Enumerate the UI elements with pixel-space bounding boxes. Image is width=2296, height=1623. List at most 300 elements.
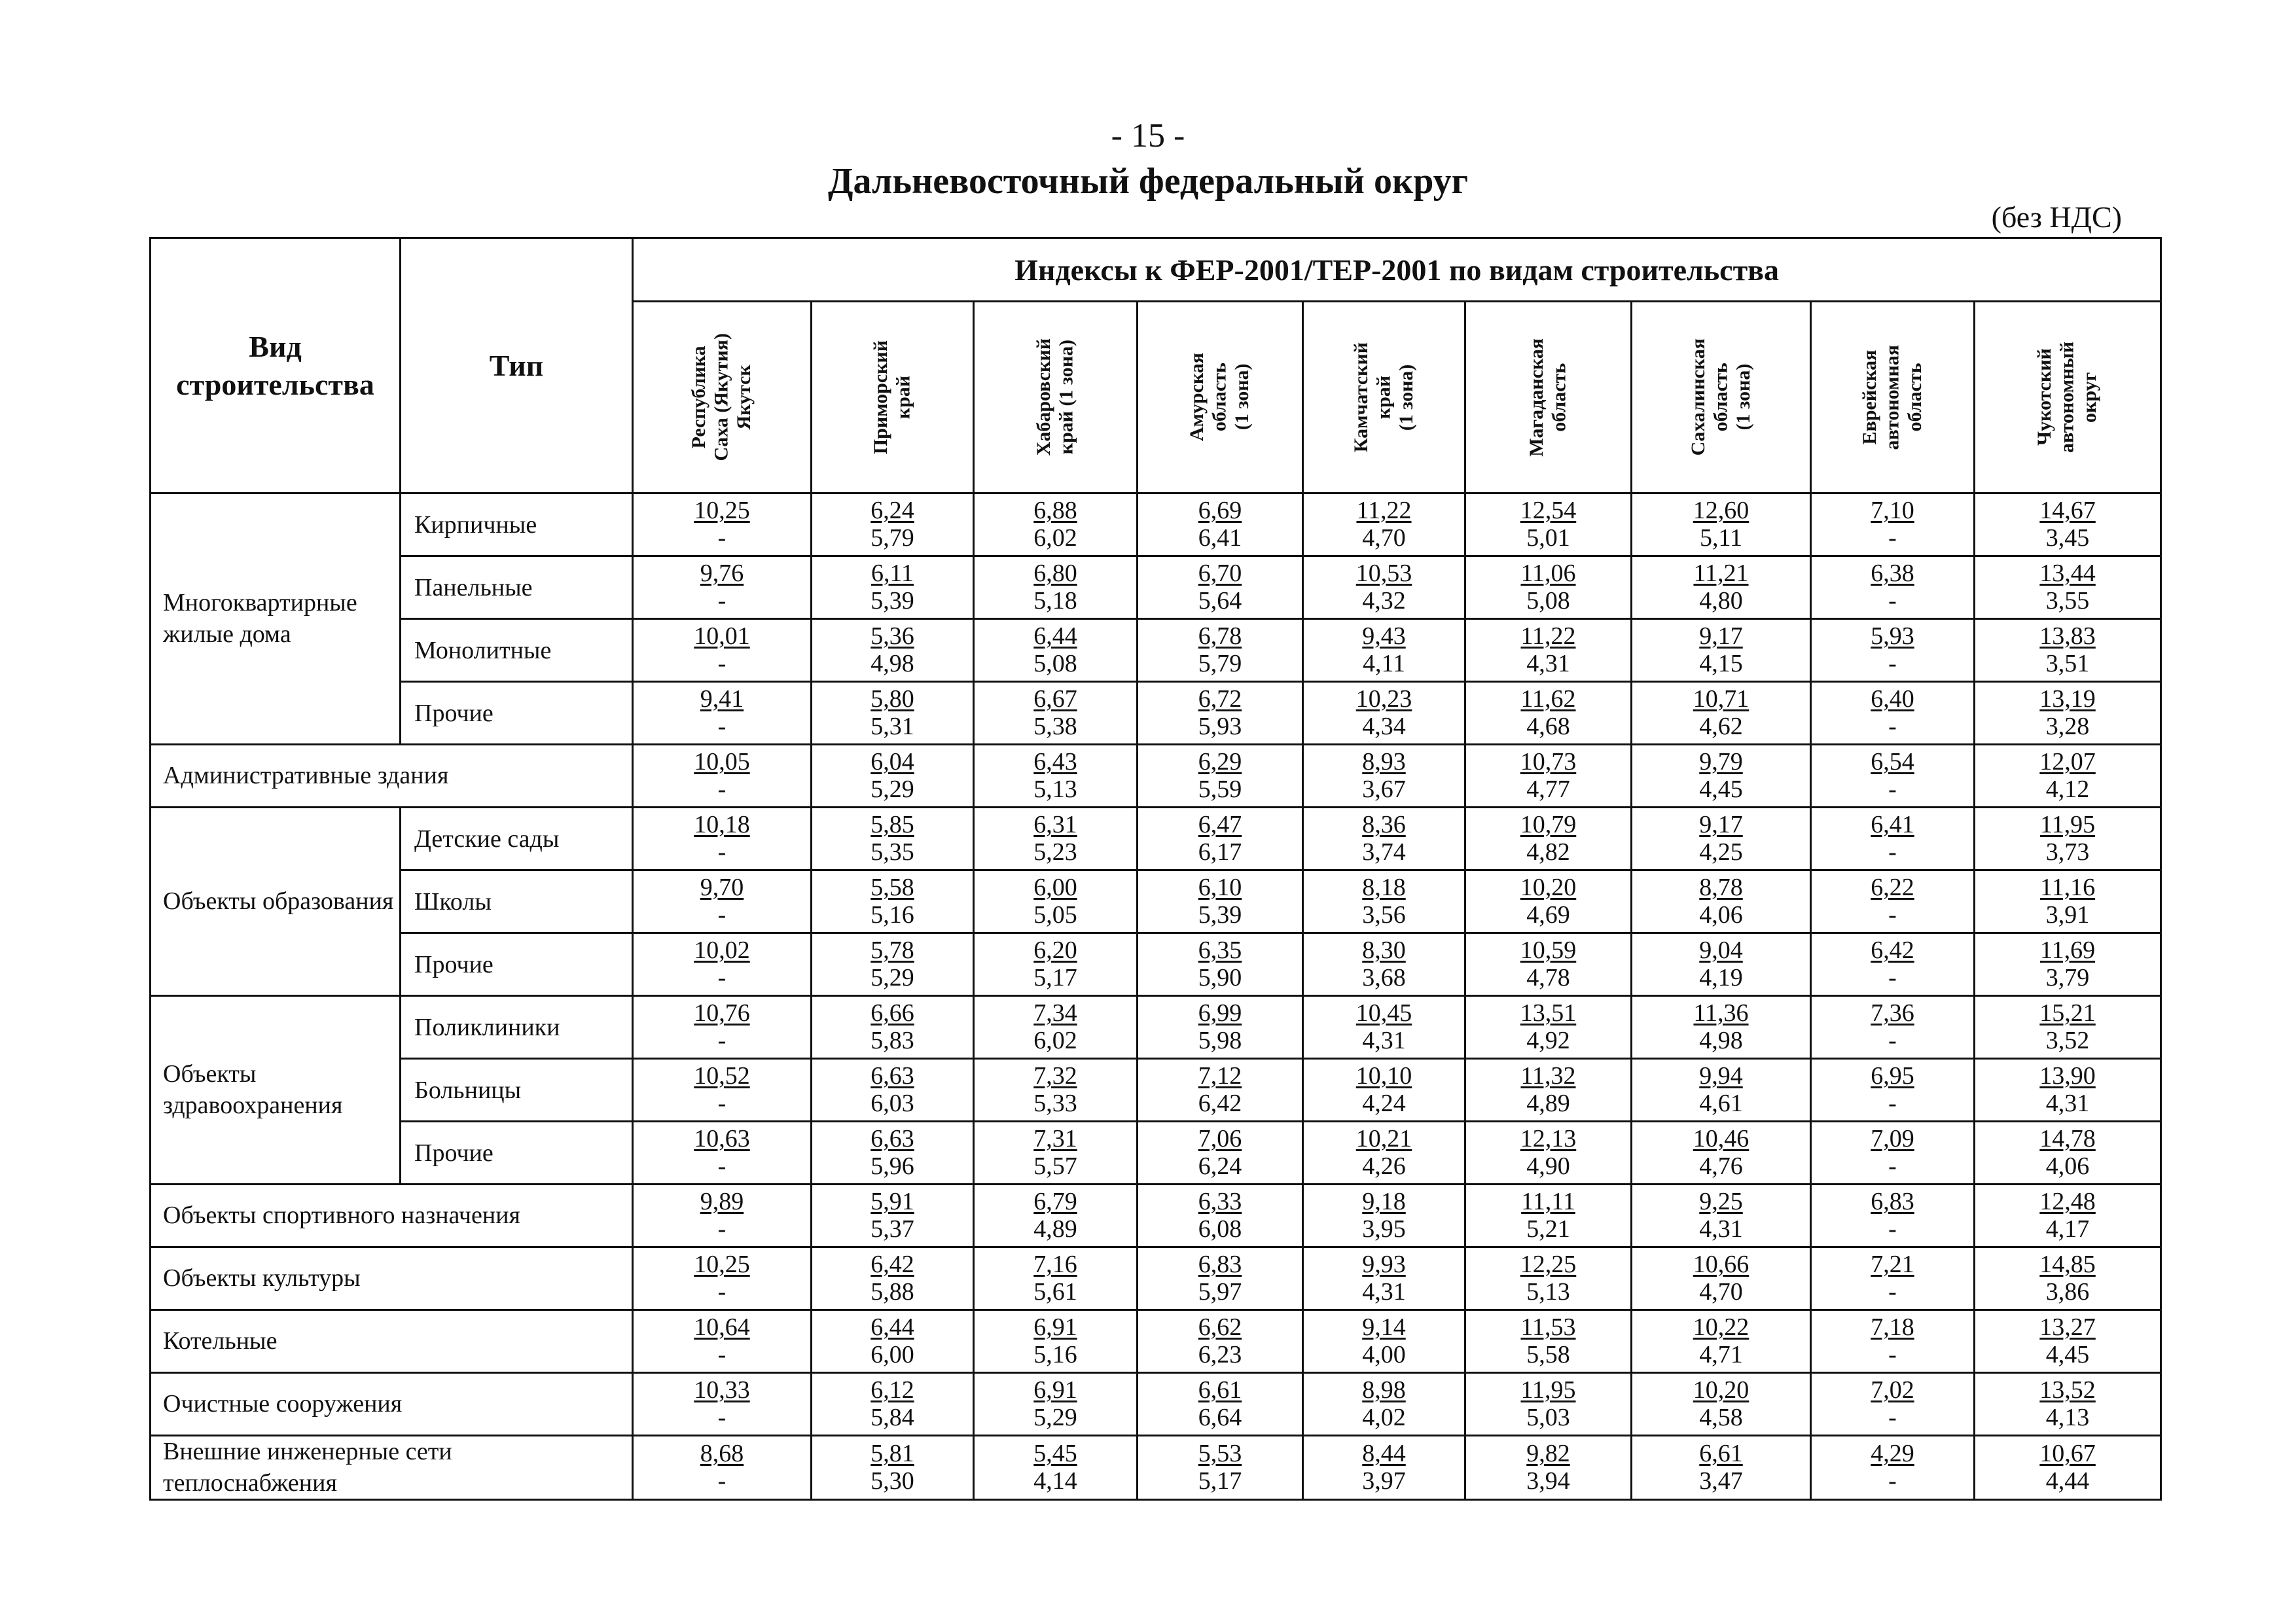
index-value-bottom: 5,16 [1033, 1340, 1077, 1368]
index-cell [1811, 1436, 1975, 1500]
index-value-top: 6,35 [1198, 936, 1242, 964]
construction-type: Школы [401, 870, 633, 933]
index-cell [1811, 1122, 1975, 1185]
index-value-bottom: 4,61 [1699, 1089, 1743, 1117]
index-cell [812, 1310, 974, 1373]
index-cell [1632, 933, 1811, 996]
index-value-bottom: - [1888, 524, 1897, 552]
index-cell [1632, 682, 1811, 745]
table-row [151, 1247, 2161, 1310]
table-row [151, 556, 2161, 619]
index-value-top: 6,20 [1033, 936, 1077, 964]
index-value-bottom: 4,24 [1362, 1089, 1406, 1117]
index-cell [1138, 1310, 1303, 1373]
index-cell [974, 745, 1138, 808]
construction-kind: Объекты культуры [151, 1247, 633, 1310]
index-value-top: 6,42 [1871, 936, 1914, 964]
index-value-bottom: 3,86 [2045, 1277, 2090, 1306]
table-row [151, 870, 2161, 933]
region-header-line: Чукотский [2034, 348, 2056, 446]
index-value-top: 6,99 [1198, 999, 1242, 1027]
index-value-bottom: 5,79 [1198, 649, 1242, 677]
index-value-top: 5,85 [870, 810, 914, 838]
index-cell [812, 1373, 974, 1436]
index-value-bottom: 5,01 [1526, 524, 1570, 552]
index-value-bottom: 3,73 [2045, 838, 2090, 866]
construction-type: Панельные [401, 556, 633, 619]
region-header-line: округ [2079, 372, 2101, 423]
index-value-top: 7,12 [1198, 1061, 1242, 1090]
index-value-bottom: 4,92 [1526, 1026, 1570, 1054]
index-value-top: 6,41 [1871, 810, 1914, 838]
index-value-bottom: 4,00 [1362, 1340, 1406, 1368]
index-cell [812, 1122, 974, 1185]
index-value-bottom: 3,52 [2045, 1026, 2090, 1054]
construction-kind: Котельные [151, 1310, 633, 1373]
region-header-line: Камчатский [1350, 342, 1372, 453]
index-value-bottom: 3,45 [2045, 524, 2090, 552]
index-value-bottom: 3,51 [2045, 649, 2090, 677]
index-value-bottom: 4,11 [1362, 649, 1406, 677]
index-cell [1632, 1059, 1811, 1122]
index-value-bottom: 5,03 [1526, 1403, 1570, 1431]
index-value-top: 10,05 [694, 747, 750, 776]
index-value-top: 10,73 [1520, 747, 1577, 776]
index-value-top: 6,29 [1198, 747, 1242, 776]
index-value-top: 11,22 [1356, 496, 1412, 524]
index-value-top: 6,31 [1033, 810, 1077, 838]
index-value-top: 4,29 [1871, 1439, 1914, 1467]
index-value-top: 6,12 [870, 1376, 914, 1404]
index-cell [1303, 1185, 1465, 1247]
index-value-top: 6,91 [1033, 1313, 1077, 1341]
index-cell [974, 1373, 1138, 1436]
index-cell [1303, 1247, 1465, 1310]
index-value-top: 9,18 [1362, 1187, 1406, 1215]
index-cell [1975, 1185, 2161, 1247]
index-value-top: 13,27 [2039, 1313, 2096, 1341]
index-value-bottom: 5,35 [870, 838, 914, 866]
index-value-top: 14,85 [2039, 1250, 2096, 1278]
index-cell [974, 1059, 1138, 1122]
index-value-top: 6,38 [1871, 559, 1914, 587]
region-header-line: Магаданская [1526, 338, 1547, 457]
index-cell [1138, 556, 1303, 619]
vat-note: (без НДС) [1991, 200, 2122, 234]
header-tip: Тип [401, 238, 633, 493]
index-value-top: 11,95 [2040, 810, 2096, 838]
index-value-bottom: 5,17 [1198, 1467, 1242, 1495]
index-value-top: 6,69 [1198, 496, 1242, 524]
index-cell [812, 870, 974, 933]
index-value-bottom: 4,98 [870, 649, 914, 677]
index-cell [1632, 1373, 1811, 1436]
region-header [1138, 302, 1303, 493]
index-value-bottom: 6,02 [1033, 1026, 1077, 1054]
index-value-bottom: 5,84 [870, 1403, 914, 1431]
index-value-bottom: - [1888, 1403, 1897, 1431]
index-cell [1975, 556, 2161, 619]
table-row [151, 1059, 2161, 1122]
index-value-top: 9,14 [1362, 1313, 1406, 1341]
index-value-top: 13,83 [2039, 622, 2096, 650]
index-value-top: 6,10 [1198, 873, 1242, 901]
index-value-bottom: 5,96 [870, 1152, 914, 1180]
index-cell [1465, 682, 1632, 745]
region-header-line: автономная [1881, 344, 1903, 450]
table-row [151, 1310, 2161, 1373]
region-header-line: край (1 зона) [1055, 340, 1077, 455]
index-value-top: 6,00 [1033, 873, 1077, 901]
index-cell [1303, 619, 1465, 682]
index-value-top: 12,13 [1520, 1124, 1577, 1152]
index-cell [1303, 933, 1465, 996]
region-header-line: область [1208, 363, 1230, 432]
header-group: Индексы к ФЕР-2001/ТЕР-2001 по видам строительства [633, 238, 2161, 302]
index-value-top: 7,16 [1033, 1250, 1077, 1278]
index-value-bottom: 6,02 [1033, 524, 1077, 552]
index-value-top: 9,82 [1526, 1439, 1570, 1467]
index-value-top: 10,18 [694, 810, 750, 838]
index-value-top: 6,63 [870, 1124, 914, 1152]
index-cell [633, 556, 812, 619]
region-header-line: область [1548, 363, 1570, 432]
index-value-top: 6,72 [1198, 685, 1242, 713]
index-value-bottom: 5,29 [870, 775, 914, 803]
index-cell [1975, 1247, 2161, 1310]
index-value-top: 9,43 [1362, 622, 1406, 650]
index-value-top: 7,34 [1033, 999, 1077, 1027]
index-cell [1465, 556, 1632, 619]
index-value-bottom: - [717, 901, 726, 929]
index-value-bottom: 4,76 [1699, 1152, 1743, 1180]
region-header [1465, 302, 1632, 493]
construction-type: Прочие [401, 933, 633, 996]
index-value-bottom: 6,42 [1198, 1089, 1242, 1117]
index-value-bottom: 4,19 [1699, 963, 1743, 991]
index-value-top: 13,51 [1520, 999, 1577, 1027]
index-value-bottom: 5,13 [1526, 1277, 1570, 1306]
index-value-top: 8,78 [1699, 873, 1743, 901]
index-value-bottom: 5,58 [1526, 1340, 1570, 1368]
region-header-line: Хабаровский [1033, 338, 1054, 456]
region-header [633, 302, 812, 493]
index-cell [974, 1310, 1138, 1373]
region-header [1975, 302, 2161, 493]
index-value-top: 10,21 [1355, 1124, 1412, 1152]
index-value-bottom: - [717, 838, 726, 866]
region-header-line: область [1710, 363, 1732, 432]
region-header [812, 302, 974, 493]
index-value-bottom: 4,82 [1526, 838, 1570, 866]
region-header-line: Еврейская [1858, 349, 1880, 445]
index-value-top: 6,83 [1871, 1187, 1914, 1215]
index-cell [1632, 1247, 1811, 1310]
index-cell [1465, 1247, 1632, 1310]
index-cell [633, 1247, 812, 1310]
index-value-top: 6,62 [1198, 1313, 1242, 1341]
index-cell [1975, 493, 2161, 556]
region-header-line: Саха (Якутия) [710, 333, 732, 461]
table-row [151, 996, 2161, 1059]
index-value-top: 9,79 [1699, 747, 1743, 776]
index-value-top: 6,83 [1198, 1250, 1242, 1278]
index-cell [1975, 1436, 2161, 1500]
index-value-top: 10,67 [2039, 1439, 2096, 1467]
index-value-top: 11,95 [1520, 1376, 1576, 1404]
index-cell [633, 1310, 812, 1373]
index-value-top: 6,61 [1699, 1439, 1743, 1467]
index-value-bottom: 4,89 [1526, 1089, 1570, 1117]
index-value-bottom: 5,21 [1526, 1215, 1570, 1243]
index-cell [1975, 808, 2161, 870]
index-value-top: 10,59 [1520, 936, 1577, 964]
index-value-bottom: 4,31 [1362, 1277, 1406, 1306]
index-value-bottom: 5,57 [1033, 1152, 1077, 1180]
index-value-top: 8,30 [1362, 936, 1406, 964]
index-value-bottom: - [717, 1403, 726, 1431]
index-value-bottom: 4,06 [1699, 901, 1743, 929]
index-cell [633, 1122, 812, 1185]
index-cell [974, 1436, 1138, 1500]
index-value-bottom: 4,62 [1699, 712, 1743, 740]
index-cell [1303, 808, 1465, 870]
index-value-bottom: 4,15 [1699, 649, 1743, 677]
index-value-bottom: 4,31 [1699, 1215, 1743, 1243]
index-value-top: 8,44 [1362, 1439, 1406, 1467]
index-value-top: 6,61 [1198, 1376, 1242, 1404]
header-vid: Вид строительства [151, 238, 401, 493]
region-header-line: (1 зона) [1231, 364, 1253, 431]
index-value-top: 12,25 [1520, 1250, 1577, 1278]
index-value-bottom: 4,90 [1526, 1152, 1570, 1180]
index-value-bottom: 4,31 [1362, 1026, 1406, 1054]
index-cell [1811, 556, 1975, 619]
index-value-top: 7,31 [1033, 1124, 1077, 1152]
index-value-top: 10,22 [1693, 1313, 1749, 1341]
index-value-top: 6,66 [870, 999, 914, 1027]
index-cell [633, 619, 812, 682]
index-cell [974, 996, 1138, 1059]
index-value-top: 5,45 [1033, 1439, 1077, 1467]
index-cell [1811, 1059, 1975, 1122]
construction-kind: Объекты образования [151, 808, 401, 996]
index-value-top: 12,54 [1520, 496, 1577, 524]
index-value-bottom: - [717, 1089, 726, 1117]
index-value-top: 10,79 [1520, 810, 1577, 838]
index-cell [1811, 870, 1975, 933]
index-value-top: 8,98 [1362, 1376, 1406, 1404]
region-header [974, 302, 1138, 493]
index-cell [1975, 1059, 2161, 1122]
index-value-bottom: 4,71 [1699, 1340, 1743, 1368]
index-cell [974, 933, 1138, 996]
index-value-top: 10,23 [1355, 685, 1412, 713]
index-cell [1632, 996, 1811, 1059]
index-cell [1465, 619, 1632, 682]
index-cell [1632, 1436, 1811, 1500]
index-value-bottom: 5,05 [1033, 901, 1077, 929]
construction-type: Монолитные [401, 619, 633, 682]
index-cell [1632, 1310, 1811, 1373]
index-value-bottom: - [1888, 1277, 1897, 1306]
index-value-bottom: - [717, 524, 726, 552]
region-header [1811, 302, 1975, 493]
region-header-line: край [892, 375, 914, 419]
index-value-top: 10,33 [694, 1376, 750, 1404]
index-cell [1138, 1059, 1303, 1122]
index-value-top: 10,66 [1693, 1250, 1749, 1278]
index-value-top: 9,70 [700, 873, 744, 901]
index-cell [1975, 1310, 2161, 1373]
table-row [151, 682, 2161, 745]
table-row [151, 808, 2161, 870]
index-value-top: 15,21 [2039, 999, 2096, 1027]
index-value-bottom: - [717, 1215, 726, 1243]
index-value-bottom: 3,47 [1699, 1467, 1743, 1495]
index-cell [1138, 1373, 1303, 1436]
index-cell [1975, 682, 2161, 745]
construction-type: Больницы [401, 1059, 633, 1122]
index-value-top: 7,02 [1871, 1376, 1914, 1404]
index-value-bottom: 5,30 [870, 1467, 914, 1495]
index-cell [1138, 1247, 1303, 1310]
index-value-bottom: 4,89 [1033, 1215, 1077, 1243]
region-header-line: область [1903, 363, 1926, 432]
index-value-top: 9,89 [700, 1187, 744, 1215]
index-value-bottom: 5,37 [870, 1215, 914, 1243]
index-value-bottom: 6,64 [1198, 1403, 1242, 1431]
index-cell [1811, 1247, 1975, 1310]
index-value-top: 6,67 [1033, 685, 1077, 713]
index-cell [633, 933, 812, 996]
index-value-bottom: - [717, 649, 726, 677]
index-value-bottom: 4,32 [1362, 586, 1406, 615]
index-value-top: 6,42 [870, 1250, 914, 1278]
index-value-top: 11,06 [1520, 559, 1576, 587]
construction-kind: Объекты спортивного назначения [151, 1185, 633, 1247]
index-cell [1465, 1436, 1632, 1500]
index-cell [1632, 870, 1811, 933]
construction-kind: Объекты здравоохранения [151, 996, 401, 1185]
index-cell [1465, 1122, 1632, 1185]
index-value-top: 13,90 [2039, 1061, 2096, 1090]
index-value-top: 14,78 [2039, 1124, 2096, 1152]
table-row [151, 933, 2161, 996]
index-value-top: 11,53 [1520, 1313, 1576, 1341]
index-cell [1138, 808, 1303, 870]
index-value-top: 10,20 [1693, 1376, 1749, 1404]
page-title: Дальневосточный федеральный округ [827, 161, 1469, 202]
index-value-bottom: - [1888, 1340, 1897, 1368]
index-cell [633, 870, 812, 933]
index-value-top: 5,53 [1198, 1439, 1242, 1467]
index-value-bottom: - [1888, 712, 1897, 740]
index-cell [1975, 1373, 2161, 1436]
index-cell [812, 808, 974, 870]
index-cell [1465, 1373, 1632, 1436]
index-cell [812, 1059, 974, 1122]
index-cell [1303, 1122, 1465, 1185]
index-cell [1138, 745, 1303, 808]
region-header-line: автономный [2056, 342, 2078, 453]
index-cell [812, 1436, 974, 1500]
index-value-top: 10,25 [694, 1250, 750, 1278]
index-cell [1975, 996, 2161, 1059]
index-value-bottom: 5,97 [1198, 1277, 1242, 1306]
index-cell [1975, 933, 2161, 996]
index-value-bottom: 3,97 [1362, 1467, 1406, 1495]
construction-kind: Административные здания [151, 745, 633, 808]
index-cell [812, 745, 974, 808]
index-value-bottom: 5,39 [870, 586, 914, 615]
index-value-bottom: 5,39 [1198, 901, 1242, 929]
index-value-top: 9,17 [1699, 622, 1743, 650]
index-value-bottom: 4,13 [2045, 1403, 2090, 1431]
index-cell [1811, 493, 1975, 556]
index-value-top: 6,24 [870, 496, 914, 524]
index-value-top: 10,46 [1693, 1124, 1749, 1152]
construction-type: Прочие [401, 1122, 633, 1185]
index-cell [974, 870, 1138, 933]
index-cell [1465, 1185, 1632, 1247]
index-cell [1632, 1122, 1811, 1185]
index-cell [974, 1122, 1138, 1185]
index-value-bottom: - [1888, 586, 1897, 615]
index-value-bottom: 5,23 [1033, 838, 1077, 866]
index-value-top: 6,47 [1198, 810, 1242, 838]
index-value-bottom: 6,41 [1198, 524, 1242, 552]
construction-kind: Внешние инженерные сети теплоснабжения [151, 1436, 633, 1500]
index-value-top: 6,78 [1198, 622, 1242, 650]
index-cell [812, 1185, 974, 1247]
index-value-top: 6,43 [1033, 747, 1077, 776]
index-value-bottom: 5,98 [1198, 1026, 1242, 1054]
index-value-top: 6,33 [1198, 1187, 1242, 1215]
index-cell [1303, 682, 1465, 745]
index-value-bottom: 4,68 [1526, 712, 1570, 740]
index-value-top: 9,76 [700, 559, 744, 587]
index-cell [1811, 1310, 1975, 1373]
index-value-bottom: 5,08 [1526, 586, 1570, 615]
index-value-bottom: 4,70 [1699, 1277, 1743, 1306]
index-cell [1975, 745, 2161, 808]
index-value-bottom: 5,88 [870, 1277, 914, 1306]
index-value-bottom: 5,08 [1033, 649, 1077, 677]
index-value-top: 6,44 [1033, 622, 1077, 650]
index-cell [1632, 493, 1811, 556]
index-value-bottom: 4,78 [1526, 963, 1570, 991]
index-value-bottom: 5,83 [870, 1026, 914, 1054]
index-value-bottom: 4,06 [2045, 1152, 2090, 1180]
construction-kind: Очистные сооружения [151, 1373, 633, 1436]
construction-type: Поликлиники [401, 996, 633, 1059]
table-row [151, 1373, 2161, 1436]
index-value-top: 10,20 [1520, 873, 1577, 901]
index-value-top: 7,36 [1871, 999, 1914, 1027]
index-value-bottom: 5,16 [870, 901, 914, 929]
index-cell [633, 493, 812, 556]
index-value-top: 13,44 [2039, 559, 2096, 587]
index-value-bottom: - [1888, 1467, 1897, 1495]
index-value-top: 8,18 [1362, 873, 1406, 901]
index-cell [812, 682, 974, 745]
index-value-bottom: 4,77 [1526, 775, 1570, 803]
index-value-bottom: 5,11 [1699, 524, 1743, 552]
index-cell [1465, 493, 1632, 556]
index-cell [1811, 682, 1975, 745]
index-value-bottom: - [717, 1152, 726, 1180]
